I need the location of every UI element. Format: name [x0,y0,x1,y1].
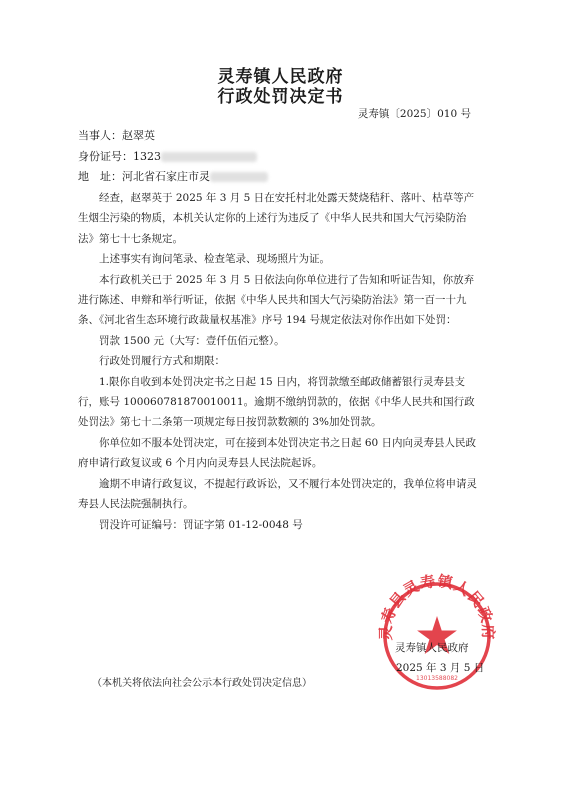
party-row [78,127,155,143]
document-number: 灵寿镇〔2025〕010 号 [357,108,471,120]
party-value: 赵翠英 [122,129,155,142]
paragraph-enforcement: 逾期不申请行政复议，不提起行政诉讼，又不履行本处罚决定的，我单位将申请灵寿县人民法院强制执行。 [78,477,477,511]
redaction-mark [161,152,257,162]
seal-text: 灵寿县灵寿镇人民政府 [376,572,498,641]
paragraph-payment: 1.限你自收到本处罚决定书之日起 15 日内，将罚款缴至邮政储蓄银行灵寿县支行，账号 100060781870010011。逾期不缴纳罚款的，依据《中华人民共和国行政处罚法》第七十二条第一项规定每日按罚款数额的 3%加处罚款。 [78,375,475,429]
document-body [78,188,482,535]
document-title-line1: 灵寿镇人民政府 [217,67,344,87]
paragraph-fine: 罚款 1500 元（大写：壹仟伍佰元整）。 [99,334,285,347]
address-label: 地 址： [78,170,122,183]
seal-code: 13013588082 [416,675,458,682]
footer-note: （本机关将依法向社会公示本行政处罚决定信息） [92,678,312,689]
party-label: 当事人： [78,129,122,142]
document-title-line2: 行政处罚决定书 [217,87,344,107]
signature-date: 2025 年 3 月 5 日 [396,662,485,674]
address-value: 河北省石家庄市灵 [122,170,210,183]
signature-org: 灵寿镇人民政府 [395,642,469,654]
id-value: 1323 [133,150,161,163]
redaction-mark [210,172,268,182]
paragraph-method-heading: 行政处罚履行方式和期限： [99,355,225,368]
id-label: 身份证号： [78,150,133,163]
paragraph-appeal: 你单位如不服本处罚决定，可在接到本处罚决定书之日起 60 日内向灵寿县人民政府申请行政复议或 6 个月内向灵寿县人民法院起诉。 [78,436,477,470]
paragraph-decision: 本行政机关已于 2025 年 3 月 5 日依法向你单位进行了告知和听证告知，你放弃进行陈述、申辩和举行听证，依据《中华人民共和国大气污染防治法》第一百一十九条、《河北省生态环境行政裁量权基准》序号 194 号规定依法对你作出如下处罚： [78,273,475,327]
paragraph-evidence: 上述事实有询问笔录、检查笔录、现场照片为证。 [99,253,330,266]
id-row [78,148,257,164]
paragraph-facts: 经查，赵翠英于 2025 年 3 月 5 日在安托村北处露天焚烧秸秆、落叶、枯草等产生烟尘污染的物质，本机关认定你的上述行为违反了《中华人民共和国大气污染防治法》第七十七条规定。 [78,192,475,245]
address-row [78,168,268,184]
paragraph-license: 罚没许可证编号：罚证字第 01-12-0048 号 [99,518,303,531]
